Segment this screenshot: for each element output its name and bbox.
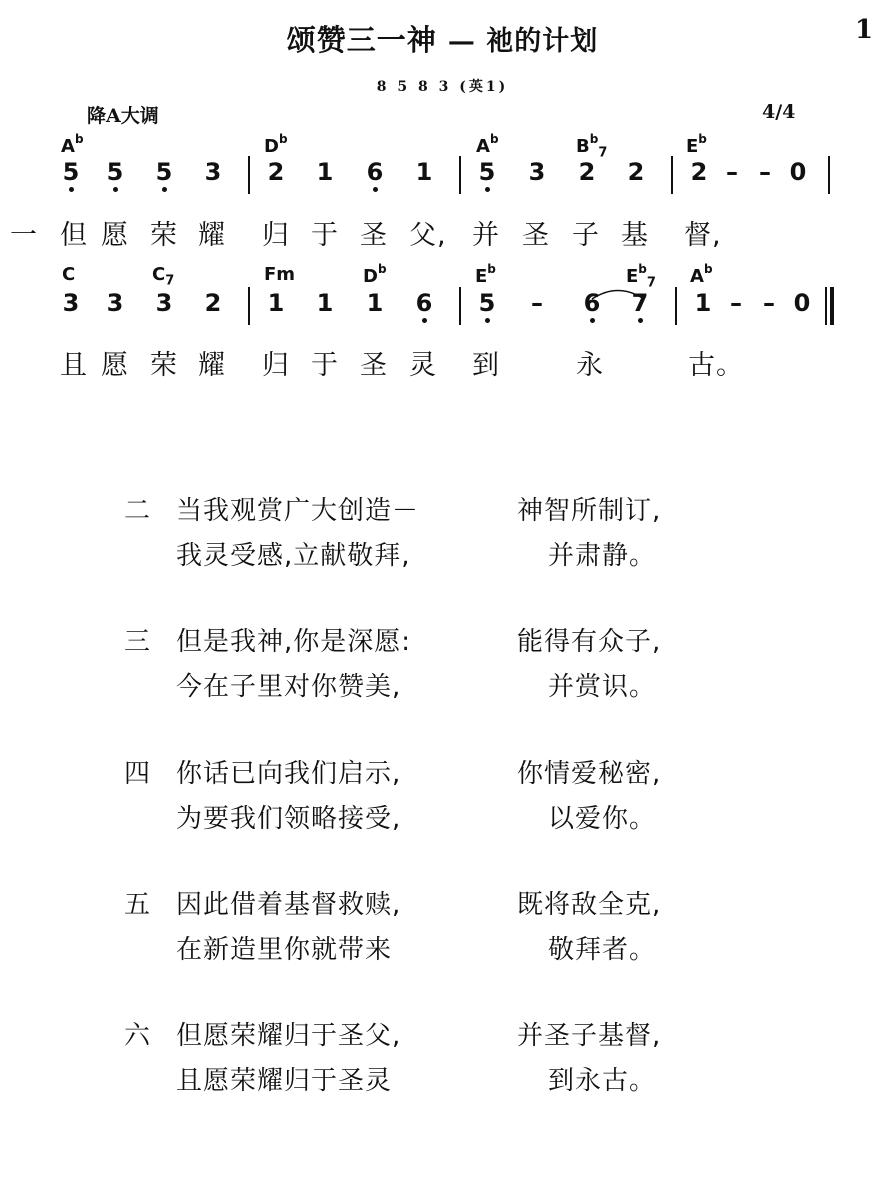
lyric-syllable: 归 [262,220,290,251]
bar-line [671,156,673,194]
lyric-syllable: 归 [262,350,290,381]
lyric-syllable: 但 [60,220,88,251]
note: 3 [106,289,124,317]
final-bar-line [830,287,834,325]
hymn-title-main: 颂赞三一神 [286,23,437,57]
chord-symbol: $E^b$ [475,262,496,287]
chord-symbol: $D^b$ [264,132,288,157]
note: 2 [204,289,222,317]
lyric-syllable: 永 [576,350,604,381]
chord-symbol: $B^b_7$ [576,132,608,161]
verse-number: 二 [124,496,152,526]
chord-symbol: $D^b$ [363,262,387,287]
note: 1 [694,289,712,317]
verse-number: 六 [124,1021,152,1051]
chord-symbol: $E^b$ [686,132,707,157]
bar-line [459,156,461,194]
verse-line: 因此借着基督救赎, [176,890,402,920]
octave-dot [485,187,490,192]
note: 1 [316,289,334,317]
verse-line: 为要我们领略接受, [176,804,402,834]
verse-line: 并肃静。 [548,541,657,571]
verse-line: 既将敌全克, [517,890,662,920]
verse-line: 且愿荣耀归于圣灵 [176,1066,393,1096]
lyric-syllable: 且 [60,350,88,381]
note: 2 [578,158,596,186]
verse-line: 但愿荣耀归于圣父, [176,1021,402,1051]
bar-line [459,287,461,325]
octave-dot [422,318,427,323]
note: – [763,289,775,317]
verse-line: 到永古。 [548,1066,657,1096]
bar-line [248,156,250,194]
lyric-syllable: 灵 [409,350,437,381]
key-signature: 降A大调 [87,105,159,127]
note: – [531,289,543,317]
chord-symbol: Fm [264,264,296,285]
lyric-syllable: 荣 [150,350,178,381]
note: – [726,158,738,186]
lyric-syllable: 到 [472,350,500,381]
meter-label: 8 5 8 3 (英1) [376,79,509,95]
chord-symbol: $C_7$ [152,264,175,289]
lyric-syllable: 并 [472,220,500,251]
note: 6 [366,158,384,186]
lyric-syllable: 于 [311,350,339,381]
verse-line: 你话已向我们启示, [176,759,402,789]
verse-line: 今在子里对你赞美, [176,672,402,702]
verse-line: 我灵受感,立献敬拜, [176,541,411,571]
hymn-subtitle: — 祂的计划 [447,26,599,57]
lyric-syllable: 愿 [101,220,129,251]
note: 5 [478,158,496,186]
note: 3 [155,289,173,317]
chord-symbol: $E^b_7$ [626,262,656,291]
chord-symbol: $A^b$ [690,262,713,287]
note: 6 [415,289,433,317]
note: 2 [627,158,645,186]
lyric-syllable: 荣 [150,220,178,251]
lyric-syllable: 圣 [522,220,550,251]
time-signature: 4/4 [762,101,796,123]
verse-line: 当我观赏广大创造－ [176,496,420,526]
chord-symbol: $A^b$ [476,132,499,157]
octave-dot [590,318,595,323]
lyric-syllable: 督, [684,220,722,251]
verse-line: 并赏识。 [548,672,657,702]
lyric-syllable: 圣 [360,350,388,381]
lyric-syllable: 耀 [198,220,226,251]
lyric-syllable: 耀 [198,350,226,381]
verse-number: 三 [124,627,152,657]
octave-dot [113,187,118,192]
note: 2 [267,158,285,186]
octave-dot [485,318,490,323]
octave-dot [162,187,167,192]
note: – [759,158,771,186]
note: 1 [415,158,433,186]
chord-symbol: C [62,264,76,285]
note: 7 [631,289,649,317]
note: 3 [528,158,546,186]
verse-line: 并圣子基督, [517,1021,662,1051]
lyric-syllable: 圣 [360,220,388,251]
note: 5 [155,158,173,186]
bar-line [675,287,677,325]
lyric-syllable: 愿 [101,350,129,381]
note: 1 [366,289,384,317]
note: – [730,289,742,317]
verse-line: 你情爱秘密, [517,759,662,789]
note: 3 [204,158,222,186]
octave-dot [373,187,378,192]
final-bar-line [825,287,827,325]
bar-line [828,156,830,194]
verse-number: 一 [10,220,38,251]
page-number: 1 [855,15,874,45]
note: 5 [62,158,80,186]
note: 6 [583,289,601,317]
note: 1 [316,158,334,186]
verse-number: 五 [124,890,152,920]
note: 1 [267,289,285,317]
hymn-title [0,18,885,59]
octave-dot [638,318,643,323]
note: 3 [62,289,80,317]
note: 5 [106,158,124,186]
lyric-syllable: 古。 [688,350,744,381]
verse-line: 神智所制订, [517,496,662,526]
verse-line: 但是我神,你是深愿: [176,627,412,657]
bar-line [248,287,250,325]
verse-line: 以爱你。 [548,804,657,834]
lyric-syllable: 父, [409,220,447,251]
lyric-syllable: 于 [311,220,339,251]
verse-line: 敬拜者。 [548,935,657,965]
note: 0 [793,289,811,317]
verse-line: 能得有众子, [517,627,662,657]
lyric-syllable: 子 [572,220,600,251]
lyric-syllable: 基 [621,220,649,251]
note: 0 [789,158,807,186]
note: 2 [690,158,708,186]
verse-line: 在新造里你就带来 [176,935,393,965]
verse-number: 四 [124,759,152,789]
octave-dot [69,187,74,192]
note: 5 [478,289,496,317]
chord-symbol: $A^b$ [61,132,84,157]
